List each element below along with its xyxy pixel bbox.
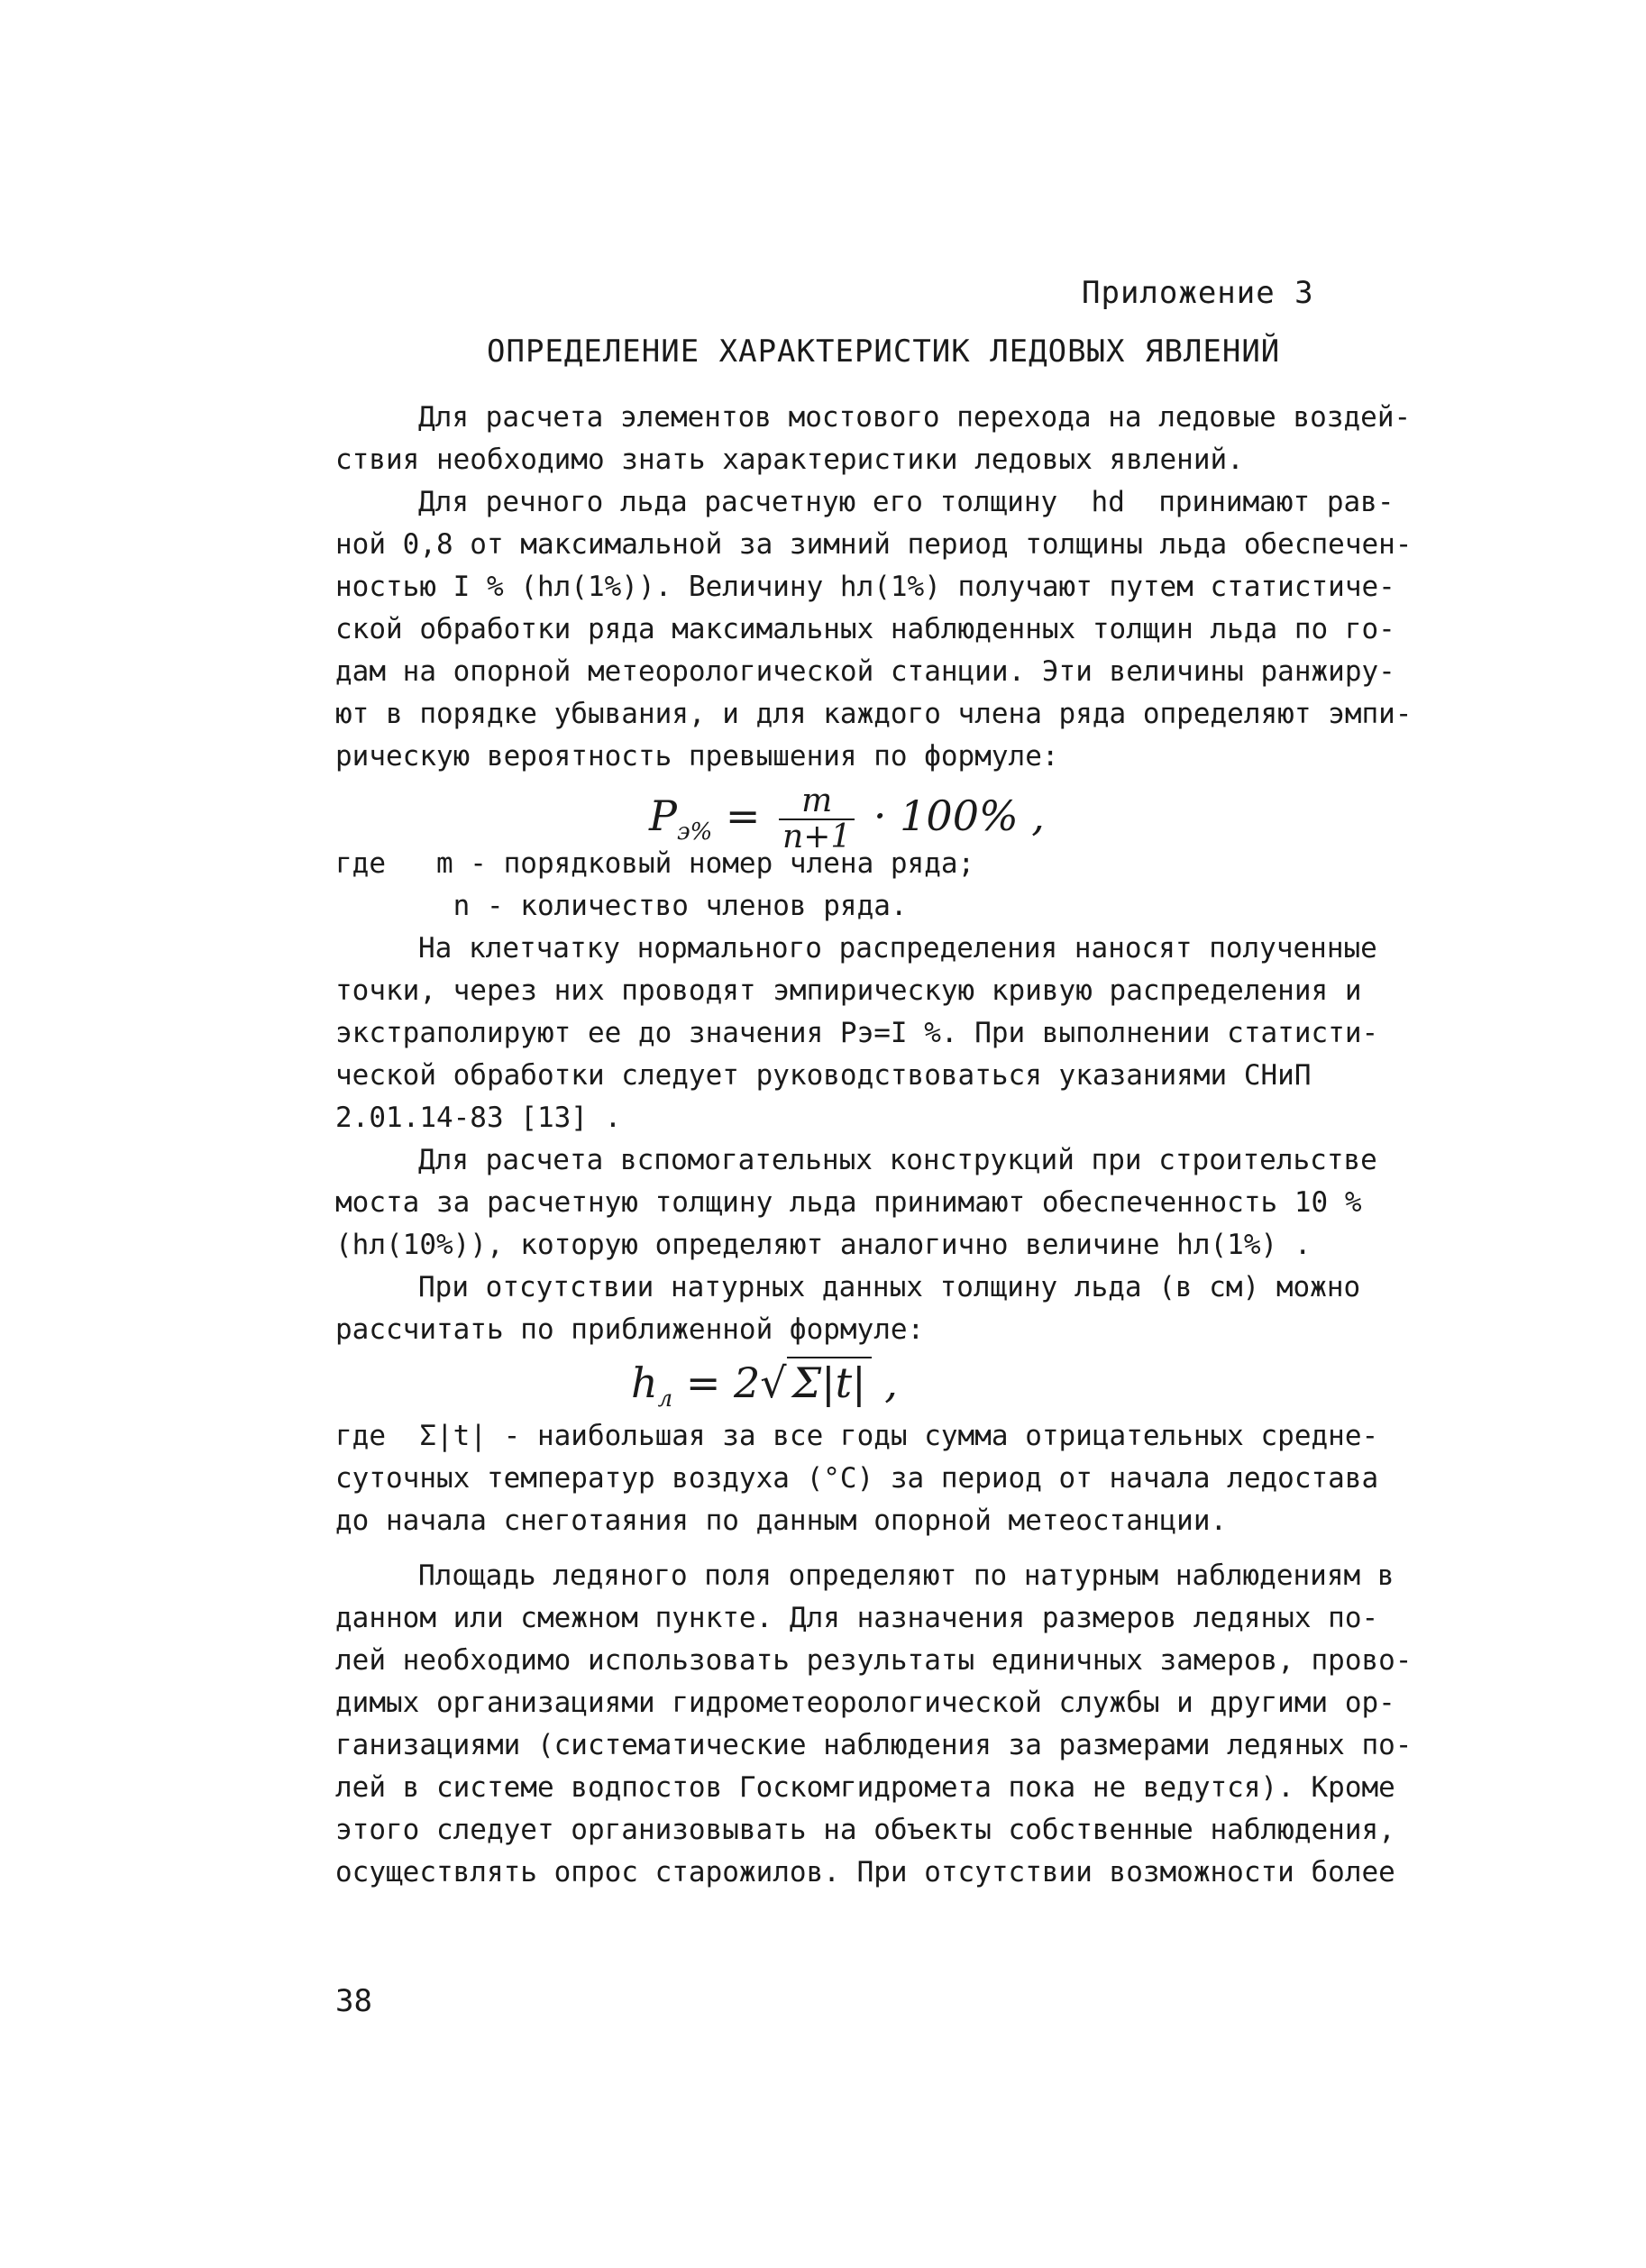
text-line: где Σ|t| - наибольшая за все годы сумма отрицательных средне- (335, 1420, 1379, 1452)
text-line: димых организациями гидрометеорологической службы и другими ор- (335, 1687, 1395, 1719)
text-line: до начала снеготаяния по данным опорной метеостанции. (335, 1504, 1228, 1537)
radicand: Σ|t| (787, 1357, 872, 1407)
fraction-numerator: m (779, 784, 855, 820)
fraction-denominator: n+1 (782, 818, 852, 855)
text-line: (hл(10%)), которую определяют аналогично величине hл(1%) . (335, 1229, 1312, 1261)
text-line: рассчитать по приближенной формуле: (335, 1313, 925, 1346)
paragraph-block-1 (335, 397, 1507, 778)
text-line: Для речного льда расчетную его толщину hd принимают рав- (418, 486, 1395, 518)
text-line: осуществлять опрос старожилов. При отсутствии возможности более (335, 1856, 1395, 1888)
text-line: 2.01.14-83 [13] . (335, 1102, 622, 1134)
text-line: ют в порядке убывания, и для каждого члена ряда определяют эмпи- (335, 698, 1413, 730)
text-line: При отсутствии натурных данных толщину льда (в см) можно (418, 1271, 1361, 1303)
text-line: суточных температур воздуха (°C) за период от начала ледостава (335, 1462, 1379, 1495)
text-line: точки, через них проводят эмпирическую кривую распределения и (335, 974, 1362, 1007)
page-title: ОПРЕДЕЛЕНИЕ ХАРАКТЕРИСТИК ЛЕДОВЫХ ЯВЛЕНИЙ (487, 334, 1281, 370)
text-line: ской обработки ряда максимальных наблюденных толщин льда по го- (335, 613, 1395, 645)
formula-rhs: · 100% , (873, 791, 1045, 840)
text-line: лей в системе водпостов Госкомгидромета пока не ведутся). Кроме (335, 1771, 1395, 1804)
appendix-label: Приложение 3 (1082, 275, 1314, 311)
formula-tail: , (884, 1358, 898, 1407)
text-line: экстраполируют ее до значения Рэ=I %. При выполнении статисти- (335, 1017, 1379, 1049)
text-line: данном или смежном пункте. Для назначения размеров ледяных по- (335, 1602, 1379, 1634)
ice-thickness-formula (631, 1357, 898, 1413)
paragraph-block-2 (335, 843, 1507, 1351)
formula-lhs: P (649, 791, 677, 840)
text-line: ностью I % (hл(1%)). Величину hл(1%) получают путем статистиче- (335, 571, 1395, 603)
text-line: дам на опорной метеорологической станции. Эти величины ранжиру- (335, 655, 1395, 688)
probability-formula: $P_{э\%}$ = $\frac{m}{n+1}$ · 100% , (649, 782, 1045, 855)
formula-lhs-subscript: л (657, 1385, 673, 1413)
text-line: ческой обработки следует руководствоваться указаниями СНиП (335, 1059, 1312, 1092)
text-line: ствия необходимо знать характеристики ледовых явлений. (335, 444, 1244, 476)
text-line: ной 0,8 от максимальной за зимний период толщины льда обеспечен- (335, 528, 1413, 561)
text-line: Для расчета элементов мостового перехода на ледовые воздей- (418, 401, 1412, 434)
formula-eq: = 2 (685, 1358, 761, 1407)
text-line: ганизациями (систематические наблюдения за размерами ледяных по- (335, 1729, 1413, 1761)
text-line: рическую вероятность превышения по формуле: (335, 740, 1059, 773)
formula-lhs: h (631, 1358, 658, 1407)
text-line: n - количество членов ряда. (335, 890, 908, 922)
text-line: лей необходимо использовать результаты единичных замеров, прово- (335, 1644, 1413, 1677)
text-line: моста за расчетную толщину льда принимают обеспеченность 10 % (335, 1186, 1362, 1219)
text-line: Площадь ледяного поля определяют по натурным наблюдениям в (418, 1559, 1395, 1592)
formula-lhs-subscript: э% (676, 818, 713, 846)
text-line: Для расчета вспомогательных конструкций при строительстве (418, 1144, 1377, 1176)
square-root: √ Σ|t| (760, 1357, 871, 1407)
text-line: На клетчатку нормального распределения наносят полученные (418, 932, 1377, 965)
page-number: 38 (335, 1983, 372, 2019)
text-line: этого следует организовывать на объекты собственные наблюдения, (335, 1814, 1395, 1846)
paragraph-block-3 (335, 1415, 1507, 1894)
text-line: где m - порядковый номер члена ряда; (335, 847, 975, 880)
